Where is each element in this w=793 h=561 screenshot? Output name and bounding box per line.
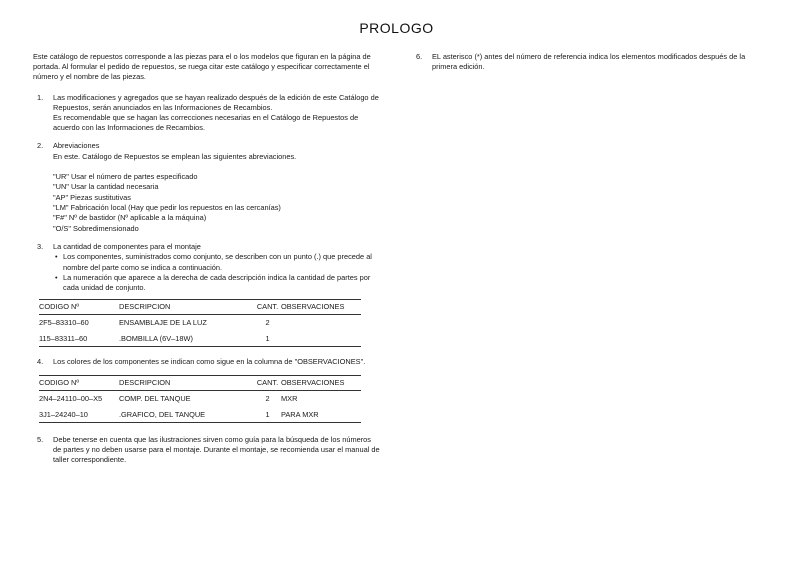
cell-descripcion: .BOMBILLA (6V–18W) (119, 331, 254, 347)
cell-codigo: 2N4–24110–00–X5 (39, 394, 103, 404)
cell-cant: 2 (265, 394, 270, 404)
item-number: 5. (37, 434, 44, 444)
item-number: 4. (37, 356, 44, 366)
item-text: En este. Catálogo de Repuestos se emplean las siguientes abreviaciones. (53, 151, 297, 161)
header-cant: CANT. (254, 300, 281, 315)
list-item (33, 435, 380, 466)
list-item (33, 141, 380, 234)
item-number: 3. (37, 242, 44, 252)
table-header-row (39, 376, 361, 391)
abbreviation-list (53, 172, 380, 234)
header-descripcion: DESCRIPCION (119, 376, 254, 391)
header-codigo: CODIGO Nº (39, 376, 119, 391)
intro-paragraph: Este catálogo de repuestos corresponde a las piezas para el o los modelos que figuran en la página de portada. Al formular el pedido de repuestos, se ruega citar este catálogo y especificar correctamente el número y el nombre de las piezas. (33, 52, 371, 82)
item-number: 6. (416, 52, 423, 61)
list-item (33, 242, 380, 293)
cell-observaciones (281, 315, 361, 331)
cell-codigo: 3J1–24240–10 (39, 407, 119, 423)
cell-cant: 2 (265, 318, 270, 328)
left-column (33, 52, 380, 473)
page-title: PROLOGO (359, 20, 434, 36)
bullet-text: La numeración que aparece a la derecha de cada descripción indica la cantidad de partes por cada unidad de conjunto. (63, 272, 371, 293)
list-item (33, 357, 380, 367)
bullet-item (53, 273, 380, 293)
cell-codigo: 115–83311–60 (39, 331, 119, 347)
bullet-icon: • (55, 252, 58, 262)
cell-descripcion: COMP. DEL TANQUE (119, 394, 191, 404)
item-text: Es recomendable que se hagan las correcciones necesarias en el Catálogo de Repuestos de acuerdo con las Informaciones de Recambios. (53, 113, 359, 133)
bullet-text: Los componentes, suministrados como conjunto, se describen con un punto (.) que precede al nombre del parte como se indica a continuación. (63, 252, 372, 272)
abbreviation-entry: "UN" Usar la cantidad necesaria (53, 182, 159, 192)
header-observaciones: OBSERVACIONES (281, 376, 361, 391)
item-text: EL asterisco (*) antes del número de referencia indica los elementos modificados después de la primera edición. (432, 52, 746, 72)
cell-observaciones (281, 331, 361, 347)
table-row (39, 407, 361, 423)
cell-cant: 1 (254, 331, 281, 347)
abbreviation-entry: "UR" Usar el número de partes especificado (53, 171, 198, 181)
item-number: 1. (37, 92, 44, 102)
table-header-row (39, 300, 361, 315)
abbreviation-entry: "F#" Nº de bastidor (Nº aplicable a la máquina) (53, 213, 207, 223)
item-heading: La cantidad de componentes para el montaje (53, 242, 201, 252)
cell-observaciones: MXR (281, 394, 298, 404)
list-item (33, 93, 380, 134)
header-descripcion: DESCRIPCION (119, 300, 254, 315)
list-item (412, 52, 757, 72)
item-text: Los colores de los componentes se indican como sigue en la columna de "OBSERVACIONES". (53, 356, 366, 366)
cell-cant: 1 (254, 407, 281, 423)
header-codigo: CODIGO Nº (39, 300, 119, 315)
table-row (39, 391, 361, 407)
item-number: 2. (37, 141, 44, 151)
cell-codigo: 2F5–83310–60 (39, 318, 89, 328)
abbreviation-entry: "AP" Piezas sustitutivas (53, 192, 131, 202)
cell-descripcion: .GRAFICO, DEL TANQUE (119, 407, 254, 423)
bullet-icon: • (55, 272, 58, 282)
abbreviation-entry: "O/S" Sobredimensionado (53, 223, 139, 233)
abbreviation-entry: "LM" Fabricación local (Hay que pedir los repuestos en las cercanías) (53, 203, 281, 213)
header-cant: CANT. (254, 376, 281, 391)
bullet-item (53, 252, 380, 272)
table-row (39, 315, 361, 331)
cell-observaciones: PARA MXR (281, 407, 361, 423)
example-table-colors (39, 375, 361, 423)
cell-descripcion: ENSAMBLAJE DE LA LUZ (119, 318, 207, 328)
item-text: Debe tenerse en cuenta que las ilustraciones sirven como guía para la búsqueda de los números de partes y no deben usarse para el montaje. Durante el montaje, se recomienda usar el manual de taller correspondiente. (53, 434, 380, 465)
example-table-assembly (39, 299, 361, 347)
item-heading: Abreviaciones (53, 141, 100, 151)
item-text: Las modificaciones y agregados que se hayan realizado después de la edición de este Catálogo de Repuestos, serán anunciados en las Informaciones de Recambios. (53, 92, 379, 112)
table-row (39, 331, 361, 347)
header-observaciones: OBSERVACIONES (281, 300, 361, 315)
right-column (412, 52, 757, 80)
